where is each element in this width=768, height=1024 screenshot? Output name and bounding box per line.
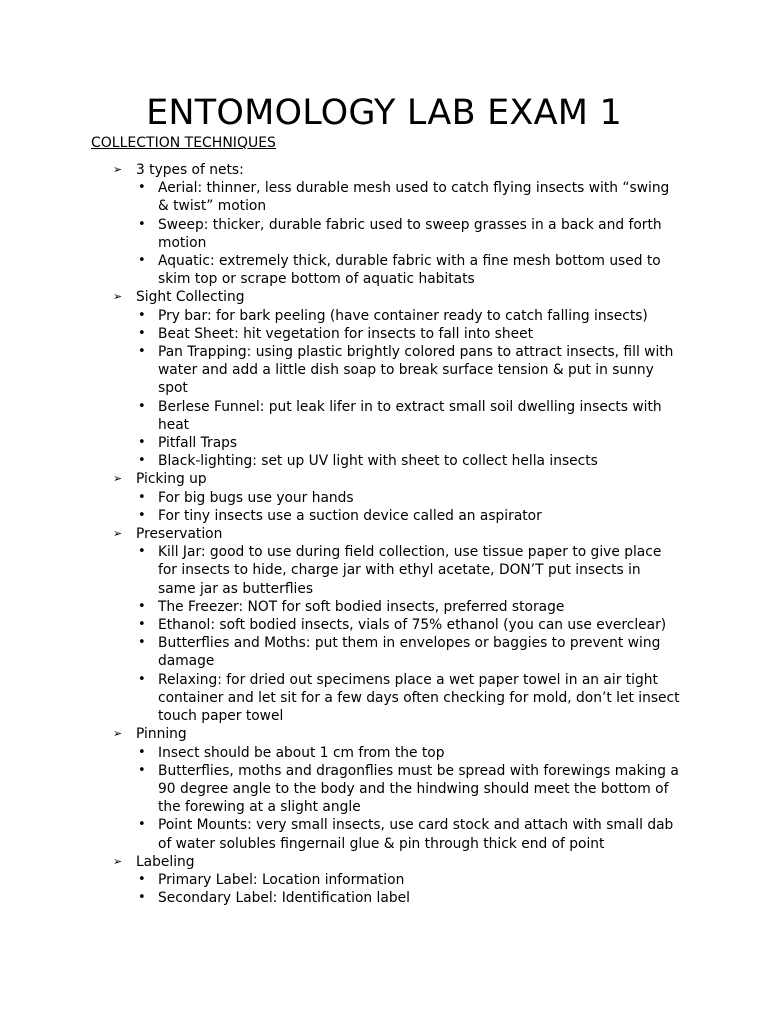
sub-list-item (0, 816, 768, 852)
bullet-dot-icon: • (138, 453, 146, 469)
sub-list-item (0, 616, 768, 634)
sub-list-item-text: Butterflies, moths and dragonflies must be spread with forewings making a 90 degree angle to the body and the hindwing should meet the bottom of the forewing at a slight angle (158, 762, 679, 816)
sub-list-item-text: Ethanol: soft bodied insects, vials of 75% ethanol (you can use everclear) (158, 617, 667, 634)
sub-list-item (0, 325, 768, 343)
outline-item (0, 725, 768, 852)
outline-item-row (0, 853, 768, 871)
bullet-dot-icon: • (138, 890, 146, 906)
sub-list-item-text: Beat Sheet: hit vegetation for insects to fall into sheet (158, 325, 533, 342)
sub-list-item-text: Pry bar: for bark peeling (have container ready to catch falling insects) (158, 307, 648, 324)
sub-list-item-text: Insect should be about 1 cm from the top (158, 744, 445, 761)
bullet-dot-icon: • (138, 598, 146, 614)
outline-item-label: Pinning (136, 726, 187, 743)
bullet-dot-icon: • (138, 325, 146, 341)
bullet-dot-icon: • (138, 617, 146, 633)
sub-list-item (0, 252, 768, 288)
sub-list-item (0, 489, 768, 507)
outline-item-label: Labeling (136, 853, 195, 870)
bullet-dot-icon: • (138, 180, 146, 196)
page-title: ENTOMOLOGY LAB EXAM 1 (146, 93, 622, 133)
arrow-bullet-icon: ➢ (113, 472, 123, 486)
bullet-dot-icon: • (138, 398, 146, 414)
bullet-dot-icon: • (138, 489, 146, 505)
sub-list-item (0, 634, 768, 670)
sub-list-item (0, 762, 768, 817)
bullet-dot-icon: • (138, 216, 146, 232)
outline-item-label: Preservation (136, 526, 223, 543)
bullet-dot-icon: • (138, 635, 146, 651)
sub-list-item-text: Sweep: thicker, durable fabric used to sweep grasses in a back and forth motion (158, 216, 662, 251)
sub-list-item-text: The Freezer: NOT for soft bodied insects, preferred storage (158, 598, 565, 615)
outline-item-row (0, 525, 768, 543)
sub-list-item (0, 598, 768, 616)
sub-list-item-text: Black-lighting: set up UV light with sheet to collect hella insects (158, 453, 598, 470)
bullet-dot-icon: • (138, 253, 146, 269)
outline-item-label: Sight Collecting (136, 289, 245, 306)
sub-list-item (0, 307, 768, 325)
sub-list (0, 871, 768, 907)
outline-item (0, 470, 768, 525)
outline-item-row (0, 288, 768, 306)
sub-list (0, 744, 768, 853)
outline-item (0, 525, 768, 725)
bullet-dot-icon: • (138, 307, 146, 323)
sub-list-item (0, 434, 768, 452)
sub-list-item-text: Primary Label: Location information (158, 871, 405, 888)
bullet-dot-icon: • (138, 435, 146, 451)
outline-item-row (0, 470, 768, 488)
sub-list-item (0, 452, 768, 470)
outline-item (0, 288, 768, 470)
sub-list-item-text: Pitfall Traps (158, 435, 238, 452)
outline-item-label: 3 types of nets: (136, 162, 244, 178)
sub-list (0, 307, 768, 471)
sub-list (0, 543, 768, 725)
outline-item (0, 853, 768, 908)
outline-list (0, 161, 768, 907)
sub-list-item (0, 889, 768, 907)
sub-list-item-text: Point Mounts: very small insects, use card stock and attach with small dab of water solubles fingernail glue & pin through thick end of point (158, 817, 674, 852)
arrow-bullet-icon: ➢ (113, 290, 123, 304)
sub-list-item (0, 507, 768, 525)
outline-item-row (0, 725, 768, 743)
sub-list-item-text: For big bugs use your hands (158, 489, 354, 506)
sub-list-item-text: Berlese Funnel: put leak lifer in to extract small soil dwelling insects with heat (158, 398, 662, 433)
sub-list-item-text: Butterflies and Moths: put them in envelopes or baggies to prevent wing damage (158, 635, 661, 670)
bullet-dot-icon: • (138, 544, 146, 560)
sub-list (0, 179, 768, 288)
bullet-dot-icon: • (138, 744, 146, 760)
sub-list-item-text: Relaxing: for dried out specimens place a wet paper towel in an air tight container and let sit for a few days often checking for mold, don’t let insect touch paper towel (158, 671, 680, 725)
sub-list-item-text: For tiny insects use a suction device called an aspirator (158, 507, 542, 524)
sub-list-item (0, 871, 768, 889)
sub-list-item (0, 744, 768, 762)
arrow-bullet-icon: ➢ (113, 527, 123, 541)
sub-list-item (0, 343, 768, 398)
outline-item-label: Picking up (136, 471, 207, 488)
sub-list-item (0, 543, 768, 598)
bullet-dot-icon: • (138, 344, 146, 360)
bullet-dot-icon: • (138, 507, 146, 523)
bullet-dot-icon: • (138, 762, 146, 778)
bullet-dot-icon: • (138, 871, 146, 887)
sub-list-item-text: Pan Trapping: using plastic brightly colored pans to attract insects, fill with water and add a little dish soap to break surface tension & put in sunny spot (158, 344, 674, 397)
sub-list-item (0, 398, 768, 434)
sub-list-item (0, 216, 768, 252)
sub-list-item-text: Aerial: thinner, less durable mesh used to catch flying insects with “swing & twist” motion (158, 180, 670, 215)
sub-list (0, 489, 768, 525)
outline-item-row (0, 161, 768, 179)
bullet-dot-icon: • (138, 671, 146, 687)
arrow-bullet-icon: ➢ (113, 854, 123, 868)
sub-list-item-text: Aquatic: extremely thick, durable fabric with a fine mesh bottom used to skim top or scrape bottom of aquatic habitats (158, 253, 661, 288)
sub-list-item (0, 671, 768, 726)
bullet-dot-icon: • (138, 817, 146, 833)
sub-list-item-text: Secondary Label: Identification label (158, 890, 410, 907)
arrow-bullet-icon: ➢ (113, 727, 123, 741)
arrow-bullet-icon: ➢ (113, 163, 123, 176)
sub-list-item-text: Kill Jar: good to use during field collection, use tissue paper to give place for insects to hide, charge jar with ethyl acetate, DON’T put insects in same jar as butterflies (158, 544, 662, 597)
section-heading: COLLECTION TECHNIQUES (91, 135, 276, 151)
sub-list-item (0, 179, 768, 215)
outline-item (0, 161, 768, 288)
